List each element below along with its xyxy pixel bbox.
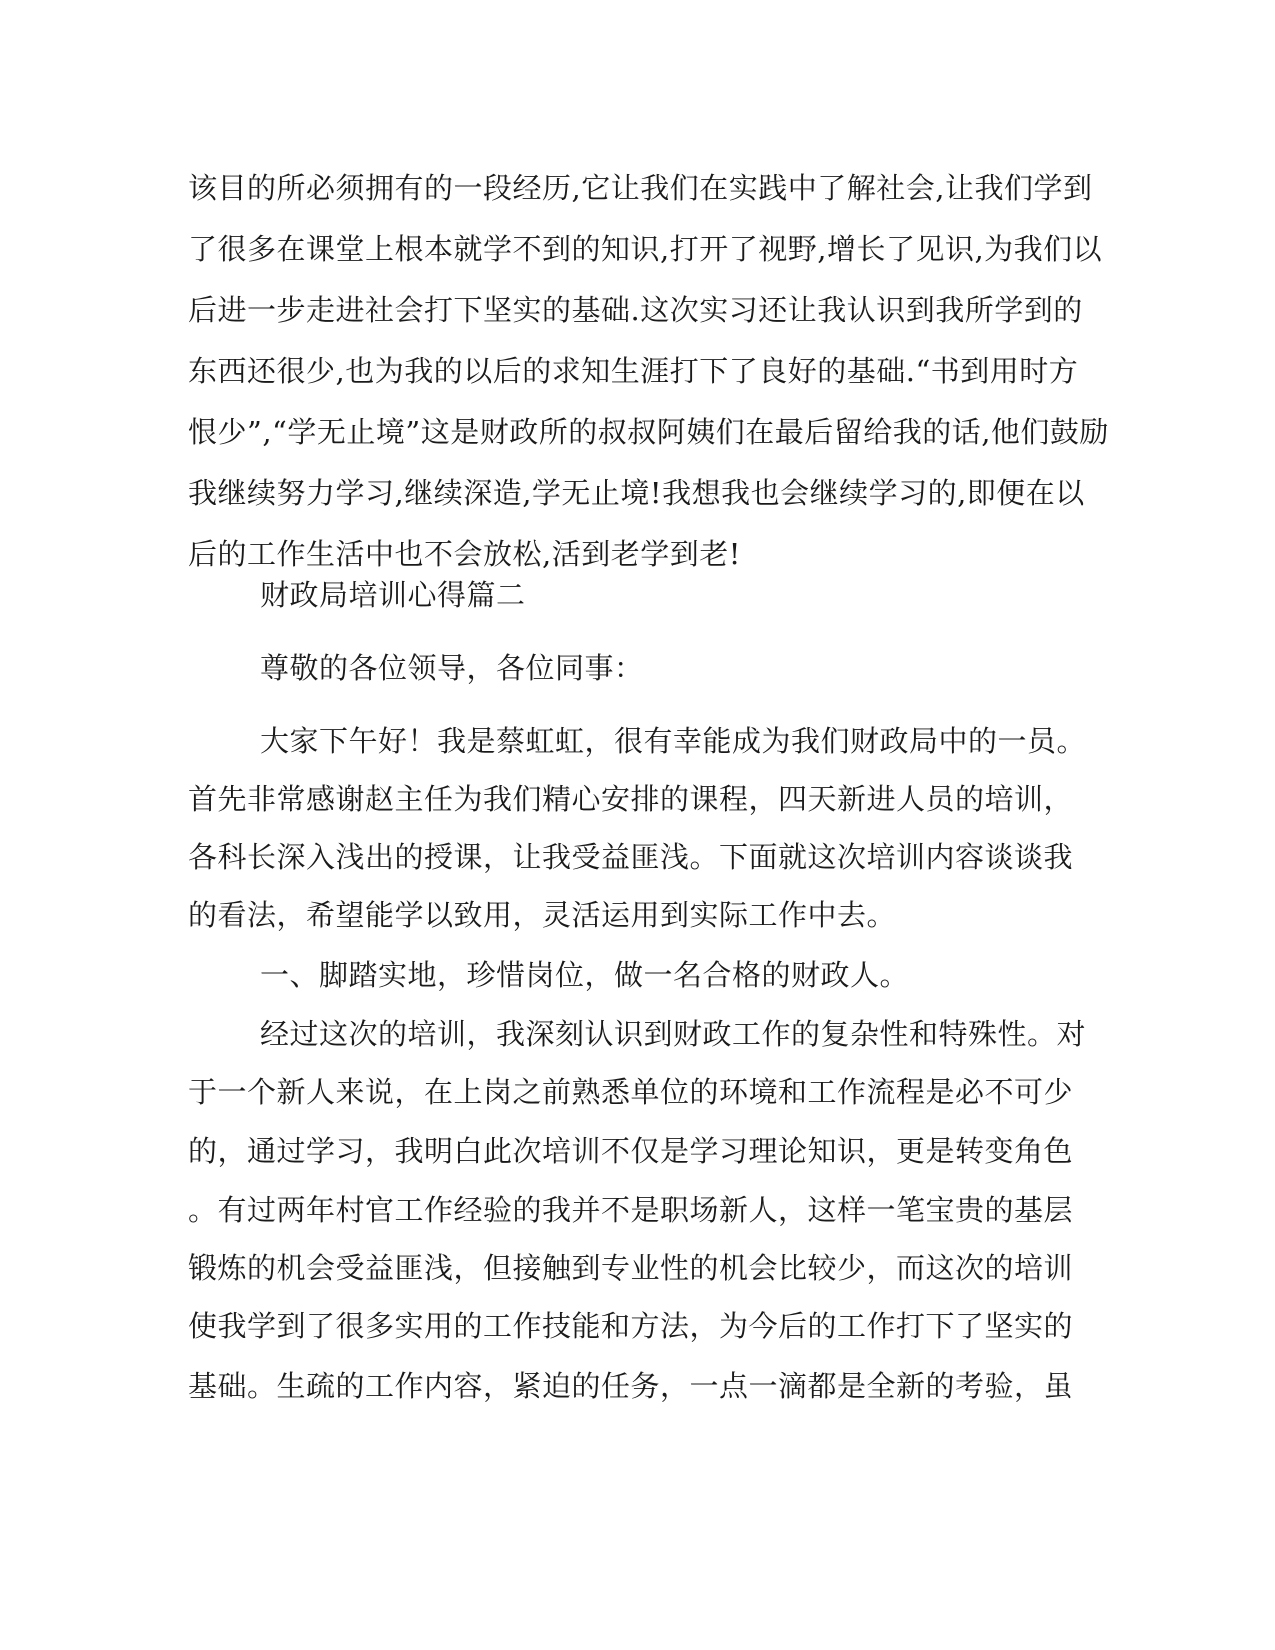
paragraph-line: 的看法，希望能学以致用，灵活运用到实际工作中去。 [188,898,897,932]
paragraph-line: 于一个新人来说，在上岗之前熟悉单位的环境和工作流程是必不可少 [188,1075,1074,1109]
paragraph-line: 后进一步走进社会打下坚实的基础.这次实习还让我认识到我所学到的 [188,293,1083,327]
paragraph-line: 的，通过学习，我明白此次培训不仅是学习理论知识，更是转变角色 [188,1134,1074,1168]
paragraph-line: 该目的所必须拥有的一段经历,它让我们在实践中了解社会,让我们学到 [188,171,1093,205]
paragraph-line: 了很多在课堂上根本就学不到的知识,打开了视野,增长了见识,为我们以 [188,232,1103,266]
paragraph-line: 基础。生疏的工作内容，紧迫的任务，一点一滴都是全新的考验，虽 [188,1369,1074,1403]
paragraph-line: 东西还很少,也为我的以后的求知生涯打下了良好的基础.“书到用时方 [188,354,1079,388]
paragraph-line: 经过这次的培训，我深刻认识到财政工作的复杂性和特殊性。对 [260,1017,1087,1051]
paragraph-line: 大家下午好！我是蔡虹虹，很有幸能成为我们财政局中的一员。 [260,724,1087,758]
salutation-line: 尊敬的各位领导，各位同事： [260,651,644,685]
paragraph-line: 使我学到了很多实用的工作技能和方法，为今后的工作打下了坚实的 [188,1309,1074,1343]
paragraph-line: 我继续努力学习,继续深造,学无止境!我想我也会继续学习的,即便在以 [188,476,1085,510]
paragraph-line: 后的工作生活中也不会放松,活到老学到老! [188,537,741,571]
subsection-heading: 一、脚踏实地，珍惜岗位，做一名合格的财政人。 [260,958,910,992]
paragraph-line: 锻炼的机会受益匪浅，但接触到专业性的机会比较少，而这次的培训 [188,1251,1074,1285]
section-heading: 财政局培训心得篇二 [260,578,526,612]
paragraph-line: 。有过两年村官工作经验的我并不是职场新人，这样一笔宝贵的基层 [188,1193,1074,1227]
paragraph-line: 各科长深入浅出的授课，让我受益匪浅。下面就这次培训内容谈谈我 [188,840,1074,874]
paragraph-line: 恨少”,“学无止境”这是财政所的叔叔阿姨们在最后留给我的话,他们鼓励 [188,415,1109,449]
paragraph-line: 首先非常感谢赵主任为我们精心安排的课程，四天新进人员的培训， [188,782,1074,816]
